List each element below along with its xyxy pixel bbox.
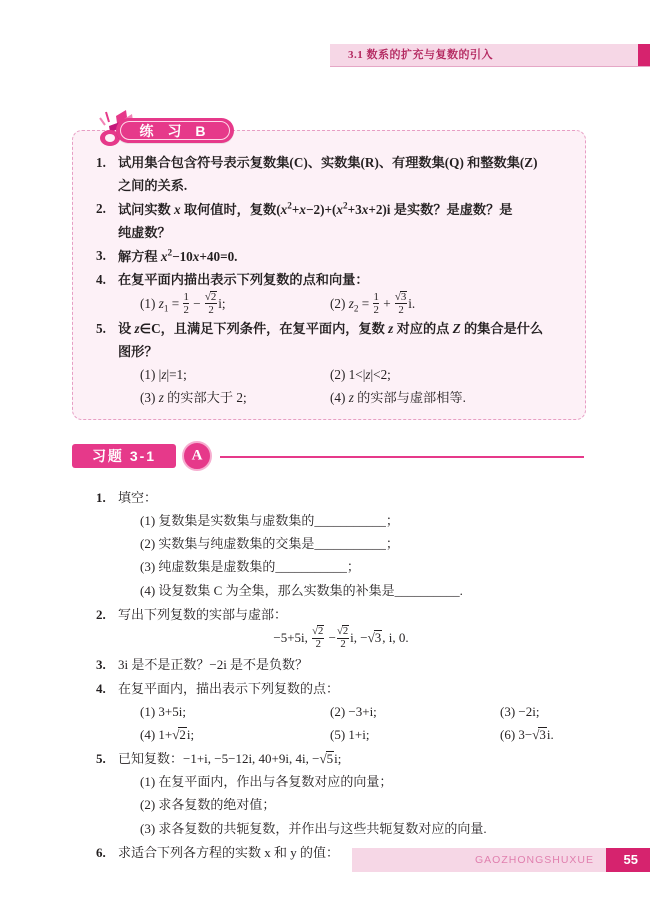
practice-item-5-sub-1: (1) |z|=1;: [140, 366, 187, 382]
exercise-rule: [220, 456, 584, 458]
exercise-item-1-number: 1.: [96, 490, 106, 505]
exercise-item-2-formula: −5+5i, $\frac{√2}{2}$ $-\frac{√2}{2}$ i, −√3, i, 0.: [273, 625, 409, 650]
exercise-item-5-sub-3: (3) 求各复数的共轭复数，并作出与这些共轭复数对应的向量.: [140, 820, 487, 836]
exercise-item-4: [96, 677, 564, 746]
practice-item-5-number: 5.: [96, 321, 106, 337]
practice-item-2-text: 试问实数 x 取何值时，复数$(x^2+x-2)+(x^2+3x+2)i$ 是实数？是虚数？是: [118, 200, 513, 217]
practice-item-3-text: 解方程 $x^2-10x+40=0$.: [118, 247, 238, 264]
exercise-item-1: [96, 486, 564, 602]
exercise-item-2-text: 写出下列复数的实部与虚部：: [118, 606, 288, 622]
practice-item-4: [96, 269, 564, 317]
exercise-item-3-text: 3i 是不是正数？−2i 是不是负数？: [118, 656, 309, 672]
exercise-item-5-text: 已知复数：−1+i, −5−12i, 40+9i, 4i, −√5i;: [118, 751, 342, 767]
practice-content: [96, 152, 564, 410]
practice-title-pill: [116, 118, 234, 143]
practice-item-5-subrow-1: [118, 364, 564, 387]
practice-title-group: [96, 108, 246, 148]
header-rule: [330, 66, 650, 67]
exercise-item-1-sub-1: (1) 复数集是实数集与虚数集的___________；: [140, 513, 399, 529]
practice-item-1: [96, 152, 564, 197]
exercise-item-4-subrow-2: [118, 723, 564, 746]
exercise-badge-label: A: [191, 447, 203, 464]
exercise-item-2: [96, 603, 564, 652]
practice-item-1-number: 1.: [96, 155, 106, 170]
practice-item-5-text-cont: 图形？: [118, 344, 158, 360]
exercise-heading: [72, 441, 584, 471]
page-header: [0, 44, 650, 70]
practice-item-4-sub-1: (1) $z_1 = 1$ 2 − $\frac{√2}{2}$ i;: [140, 291, 226, 317]
exercise-item-2-number: 2.: [96, 606, 106, 622]
practice-title-label: 练 习 B: [139, 122, 211, 139]
practice-item-5-sub-3: (3) z 的实部大于 2;: [140, 389, 247, 405]
practice-item-4-sub-2: (2) $z_2 = 1$ 2 + $\frac{√3}{2}$ i.: [330, 291, 416, 317]
practice-item-4-text: 在复平面内描出表示下列复数的点和向量：: [118, 272, 369, 288]
exercise-item-4-sub-6: (6) 3−√3i.: [500, 727, 554, 743]
exercise-item-4-sub-3: (3) −2i;: [500, 703, 540, 719]
practice-item-5-subrow-2: [118, 387, 564, 410]
exercise-item-4-subrow-1: [118, 700, 564, 723]
practice-item-4-number: 4.: [96, 272, 106, 288]
exercise-item-6-text: 求适合下列各方程的实数 x 和 y 的值：: [118, 844, 340, 860]
exercise-item-5-number: 5.: [96, 751, 106, 767]
practice-item-3: [96, 245, 564, 268]
practice-item-5-text: 设 z∈C，且满足下列条件，在复平面内，复数 z 对应的点 Z 的集合是什么: [118, 321, 544, 337]
exercise-item-1-sub-3: (3) 纯虚数集是虚数集的___________；: [140, 559, 360, 575]
exercise-item-5-sub-1: (1) 在复平面内，作出与各复数对应的向量；: [140, 774, 393, 790]
exercise-content: [96, 486, 564, 865]
practice-item-2: [96, 198, 564, 244]
exercise-title-pill: [72, 444, 176, 468]
exercise-item-3-number: 3.: [96, 656, 106, 672]
exercise-item-1-text: 填空：: [118, 490, 158, 505]
exercise-item-4-sub-5: (5) 1+i;: [330, 727, 370, 743]
practice-item-2-text-cont: 纯虚数？: [118, 224, 171, 240]
exercise-item-6-number: 6.: [96, 844, 106, 860]
practice-item-3-number: 3.: [96, 248, 106, 264]
exercise-item-4-sub-1: (1) 3+5i;: [140, 703, 186, 719]
exercise-item-4-text: 在复平面内，描出表示下列复数的点：: [118, 680, 340, 696]
exercise-item-5-sub-2: (2) 求各复数的绝对值；: [140, 797, 276, 813]
practice-item-5-sub-4: (4) z 的实部与虚部相等.: [330, 389, 466, 405]
exercise-item-4-sub-2: (2) −3+i;: [330, 703, 377, 719]
practice-item-1-text: 试用集合包含符号表示复数集(C)、实数集(R)、有理数集(Q) 和整数集(Z): [118, 155, 538, 170]
exercise-item-3: [96, 653, 564, 676]
practice-item-2-number: 2.: [96, 201, 106, 217]
exercise-title-label: 习题 3-1: [91, 448, 157, 464]
header-section-title: 3.1 数系的扩充与复数的引入: [348, 49, 493, 61]
exercise-item-5: [96, 747, 564, 840]
exercise-item-4-sub-4: (4) 1+√2i;: [140, 727, 195, 743]
exercise-item-1-sub-2: (2) 实数集与纯虚数集的交集是___________；: [140, 536, 399, 552]
practice-item-1-text-cont: 之间的关系.: [118, 177, 188, 193]
exercise-badge: [182, 441, 212, 471]
practice-item-4-subitems: [118, 292, 564, 317]
footer-page-number: 55: [623, 852, 638, 867]
footer-brand: GAOZHONGSHUXUE: [474, 854, 594, 866]
exercise-item-4-number: 4.: [96, 680, 106, 696]
practice-item-5-sub-2: (2) 1<|z|<2;: [330, 366, 391, 382]
practice-item-5: [96, 318, 564, 409]
header-tab-marker: [638, 44, 650, 66]
exercise-item-1-sub-4: (4) 设复数集 C 为全集，那么实数集的补集是__________.: [140, 582, 463, 598]
